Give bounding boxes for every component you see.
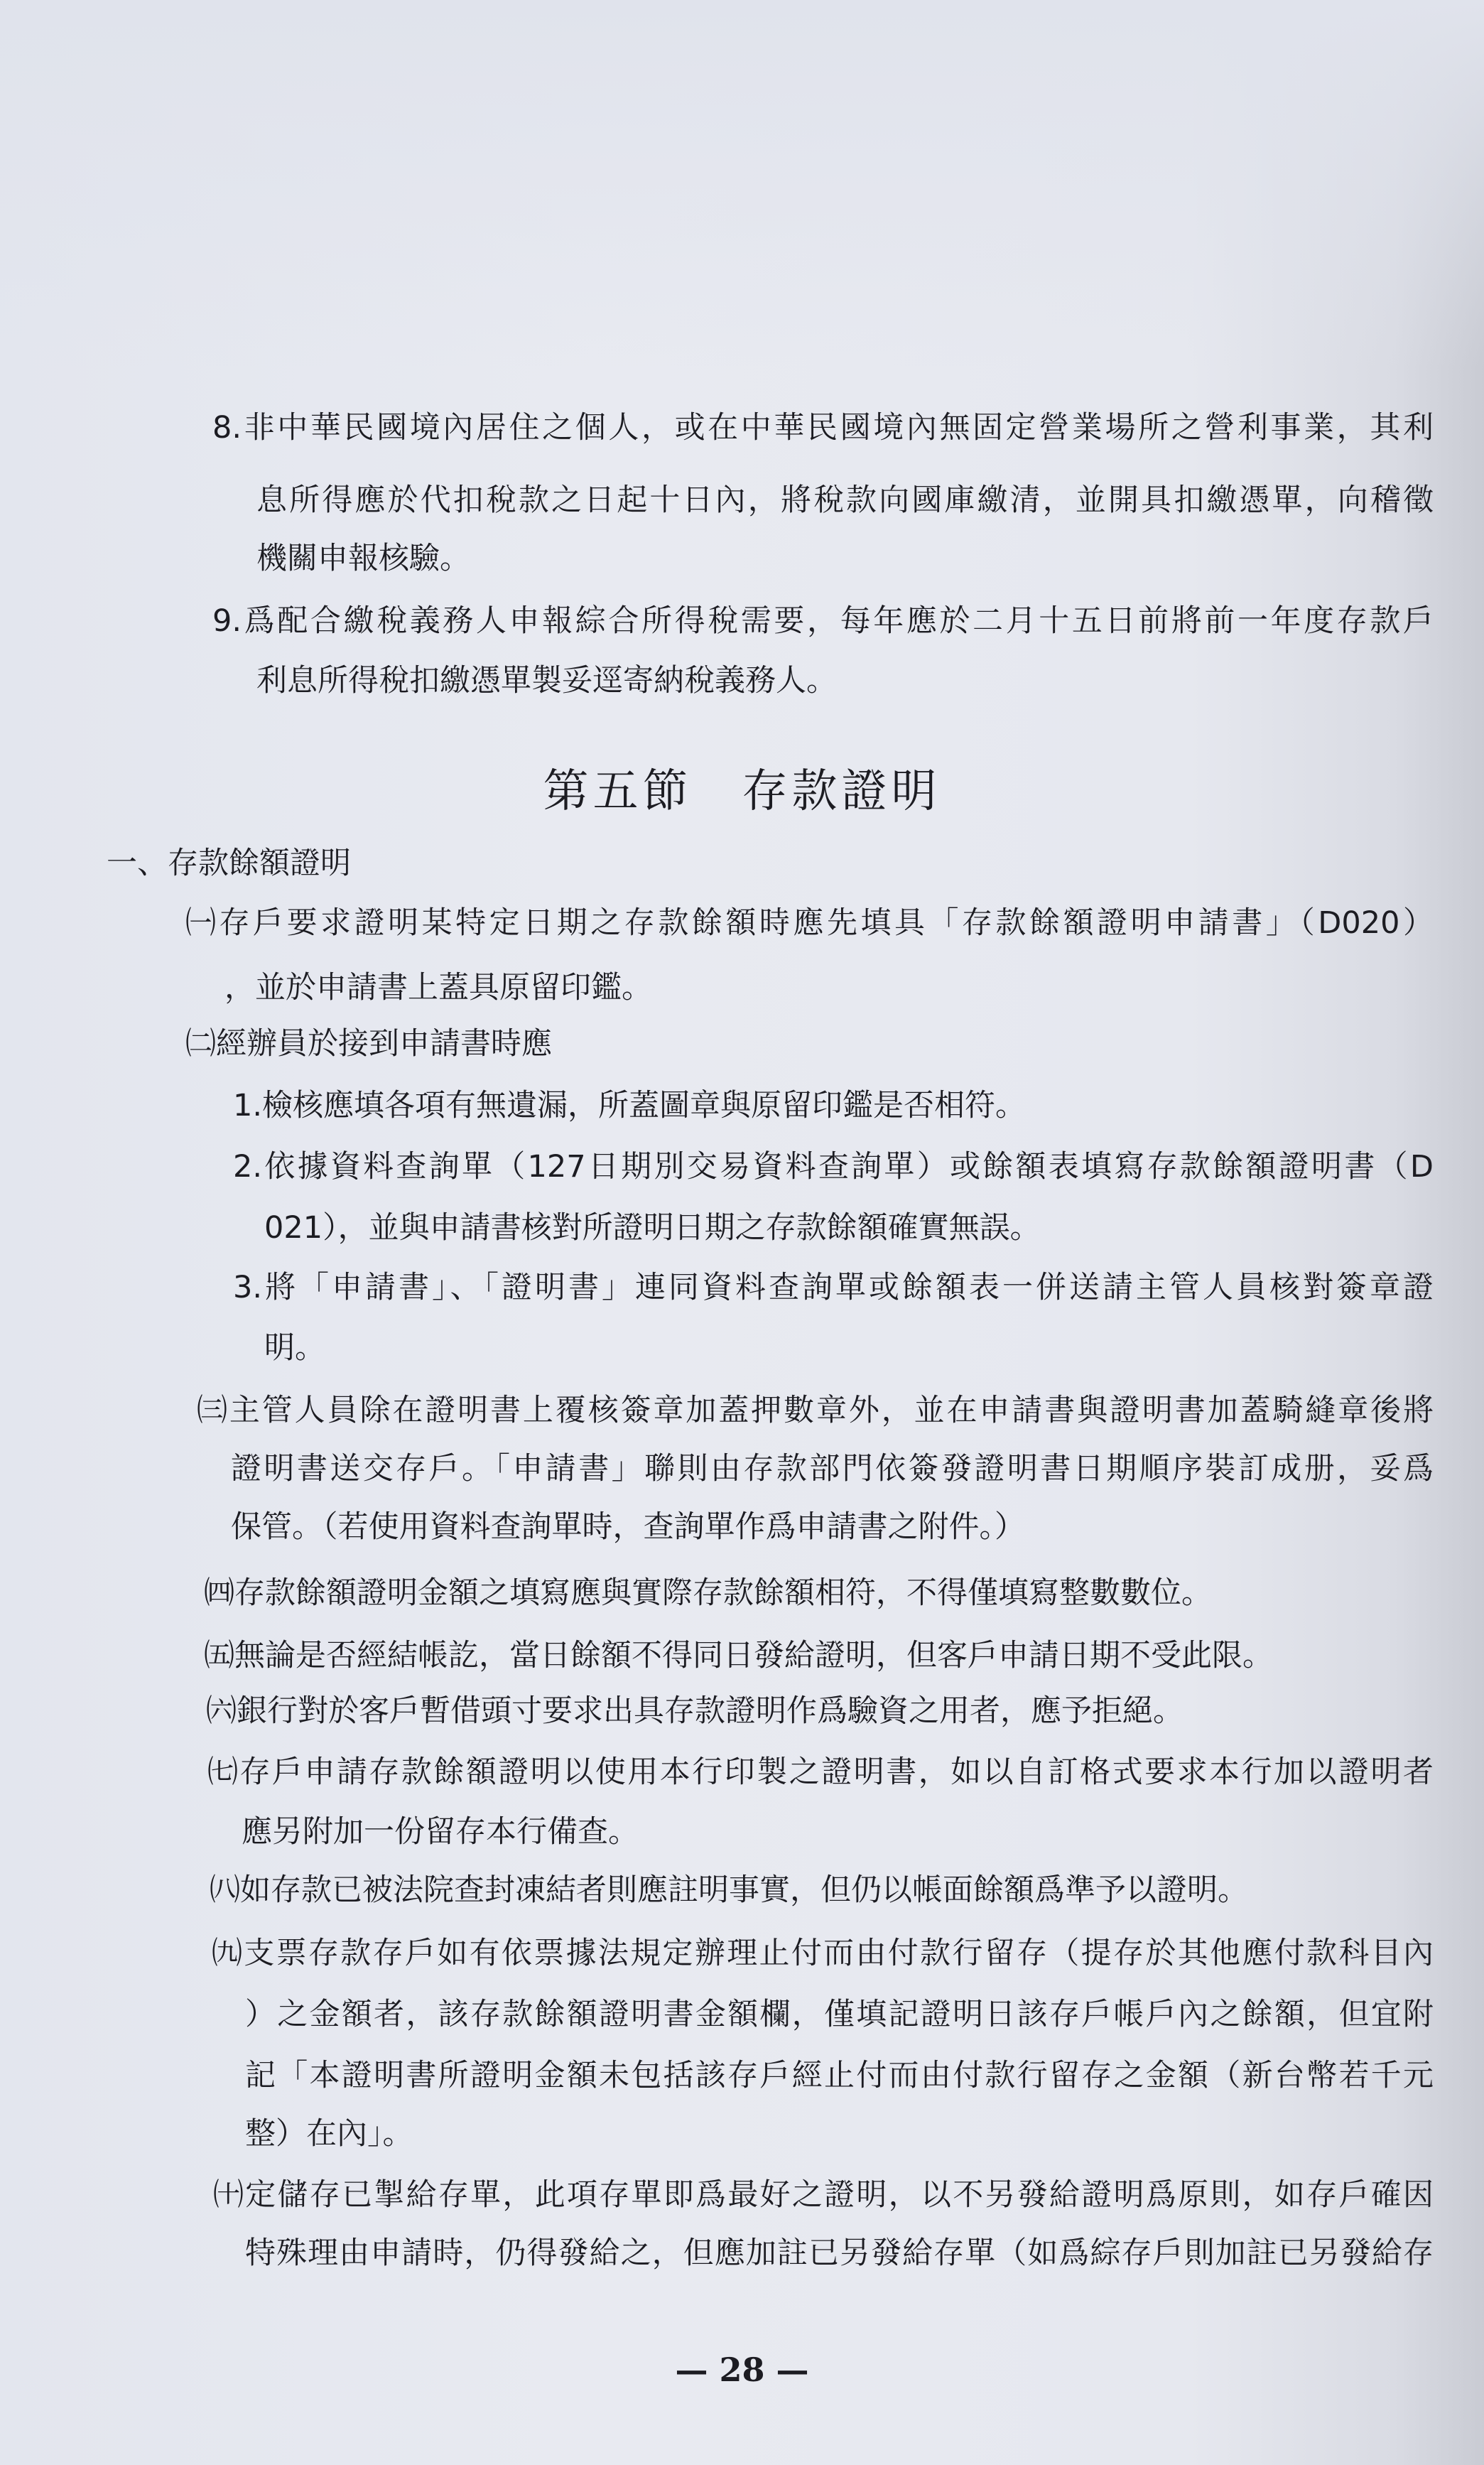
item-9-line: 利息所得稅扣繳憑單製妥逕寄納稅義務人。 (256, 663, 837, 698)
scan-shading (0, 0, 1484, 370)
item-8-line: 息所得應於代扣稅款之日起十日內，將稅款向國庫繳清，並開具扣繳憑單，向稽徵 (256, 482, 1434, 518)
paragraph-10-line: 特殊理由申請時，仍得發給之，但應加註已另發給存單（如爲綜存戶則加註已另發給存 (245, 2235, 1434, 2271)
section-title: 第五節 存款證明 (543, 765, 941, 818)
page-number: — 28 — (675, 2351, 809, 2389)
item-8-line: 8.非中華民國境內居住之個人，或在中華民國境內無固定營業場所之營利事業，其利 (212, 410, 1434, 446)
paragraph-3-line: ㈢主管人員除在證明書上覆核簽章加蓋押數章外，並在申請書與證明書加蓋騎縫章後將 (197, 1393, 1434, 1428)
paragraph-2-line: ㈡經辦員於接到申請書時應 (185, 1026, 552, 1062)
item-2-2-line: 2.依據資料查詢單（127日期別交易資料查詢單）或餘額表填寫存款餘額證明書（D (233, 1149, 1434, 1185)
paragraph-4-line: ㈣存款餘額證明金額之填寫應與實際存款餘額相符，不得僅填寫整數數位。 (204, 1575, 1212, 1611)
item-2-1-line: 1.檢核應填各項有無遺漏，所蓋圖章與原留印鑑是否相符。 (233, 1088, 1027, 1123)
paragraph-6-line: ㈥銀行對於客戶暫借頭寸要求出具存款證明作爲驗資之用者，應予拒絕。 (206, 1693, 1184, 1729)
paragraph-1-line: ，並於申請書上蓋具原留印鑑。 (224, 970, 652, 1005)
subsection-title: 一、存款餘額證明 (107, 846, 351, 881)
paragraph-9-line: 記「本證明書所證明金額未包括該存戶經止付而由付款行留存之金額（新台幣若千元 (245, 2058, 1434, 2093)
paragraph-7-line: 應另附加一份留存本行備查。 (242, 1814, 639, 1850)
item-9-line: 9.爲配合繳稅義務人申報綜合所得稅需要，每年應於二月十五日前將前一年度存款戶 (212, 603, 1434, 639)
item-2-2-line: 021），並與申請書核對所證明日期之存款餘額確實無誤。 (264, 1210, 1041, 1246)
paragraph-10-line: ㈩定儲存已掣給存單，此項存單即爲最好之證明，以不另發給證明爲原則，如存戶確因 (213, 2177, 1434, 2213)
item-2-3-line: 3.將「申請書」、「證明書」連同資料查詢單或餘額表一併送請主管人員核對簽章證 (233, 1270, 1434, 1305)
paragraph-5-line: ㈤無論是否經結帳訖，當日餘額不得同日發給證明，但客戶申請日期不受此限。 (204, 1638, 1273, 1673)
paragraph-9-line: ㈨支票存款存戶如有依票據法規定辦理止付而由付款行留存（提存於其他應付款科目內 (212, 1936, 1434, 1971)
paragraph-7-line: ㈦存戶申請存款餘額證明以使用本行印製之證明書，如以自訂格式要求本行加以證明者 (207, 1754, 1434, 1790)
paragraph-8-line: ㈧如存款已被法院查封凍結者則應註明事實，但仍以帳面餘額爲準予以證明。 (210, 1872, 1248, 1908)
paragraph-3-line: 保管。（若使用資料查詢單時，查詢單作爲申請書之附件。） (231, 1509, 1025, 1545)
paragraph-3-line: 證明書送交存戶。「申請書」聯則由存款部門依簽發證明書日期順序裝訂成册，妥爲 (231, 1451, 1434, 1487)
paragraph-1-line: ㈠存戶要求證明某特定日期之存款餘額時應先填具「存款餘額證明申請書」（D020） (185, 905, 1434, 941)
paragraph-9-line: 整）在內」。 (245, 2116, 413, 2152)
paragraph-9-line: ）之金額者，該存款餘額證明書金額欄，僅填記證明日該存戶帳戶內之餘額，但宜附 (245, 1997, 1434, 2032)
item-2-3-line: 明。 (264, 1330, 325, 1366)
item-8-line: 機關申報核驗。 (256, 541, 470, 576)
